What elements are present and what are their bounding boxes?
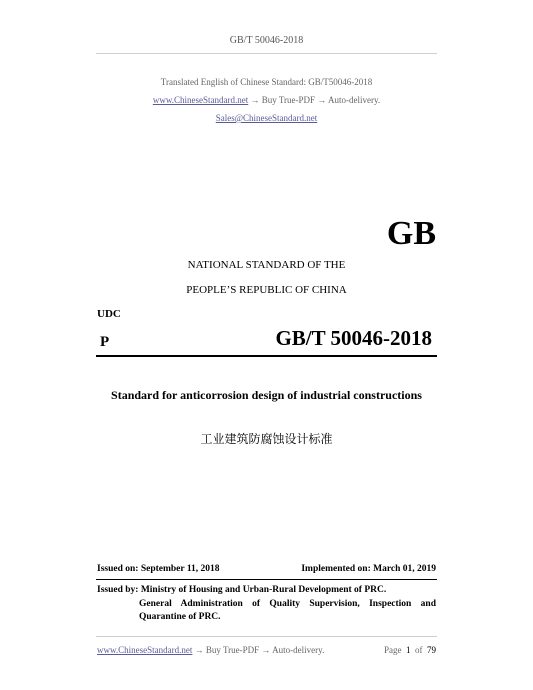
- site-suffix: → Buy True-PDF → Auto-delivery.: [248, 95, 381, 105]
- issued-by-line3: Quarantine of PRC.: [139, 612, 221, 622]
- title-english: Standard for anticorrosion design of industrial constructions: [111, 388, 422, 402]
- issued-by-line2: General Administration of Quality Supervision, Inspection and: [139, 599, 436, 609]
- gb-mark: GB: [386, 215, 436, 252]
- title-chinese: 工业建筑防腐蚀设计标准: [200, 432, 333, 446]
- udc-label: UDC: [97, 308, 121, 320]
- page-number: 1: [406, 645, 411, 655]
- page-indicator: [384, 645, 436, 655]
- p-label: P: [100, 334, 110, 350]
- site-link[interactable]: www.ChineseStandard.net: [152, 95, 249, 105]
- page-label: Page: [384, 645, 402, 655]
- code-rule: [96, 355, 437, 357]
- email-line: [0, 113, 533, 123]
- national-standard-line1: NATIONAL STANDARD OF THE: [187, 259, 346, 271]
- running-header: GB/T 50046-2018: [229, 35, 304, 46]
- standard-code: GB/T 50046-2018: [275, 326, 432, 350]
- dates-rule: [96, 579, 437, 580]
- of-label: of: [415, 645, 423, 655]
- footer-divider: [96, 636, 437, 637]
- translation-links: [0, 95, 533, 105]
- email-link[interactable]: Sales@ChineseStandard.net: [215, 113, 318, 123]
- header-divider: [96, 53, 437, 54]
- page-total: 79: [427, 645, 436, 655]
- national-standard-line2: PEOPLE’S REPUBLIC OF CHINA: [186, 284, 347, 296]
- issued-date: Issued on: September 11, 2018: [97, 564, 220, 574]
- translation-notice: Translated English of Chinese Standard: GB/T50046-2018: [160, 77, 373, 87]
- issued-by-line1: Issued by: Ministry of Housing and Urban-Rural Development of PRC.: [97, 585, 387, 595]
- footer-links: [97, 645, 324, 655]
- implemented-date: Implemented on: March 01, 2019: [301, 564, 436, 574]
- footer-site-link[interactable]: www.ChineseStandard.net: [97, 645, 193, 655]
- footer-suffix: → Buy True-PDF → Auto-delivery.: [192, 645, 325, 655]
